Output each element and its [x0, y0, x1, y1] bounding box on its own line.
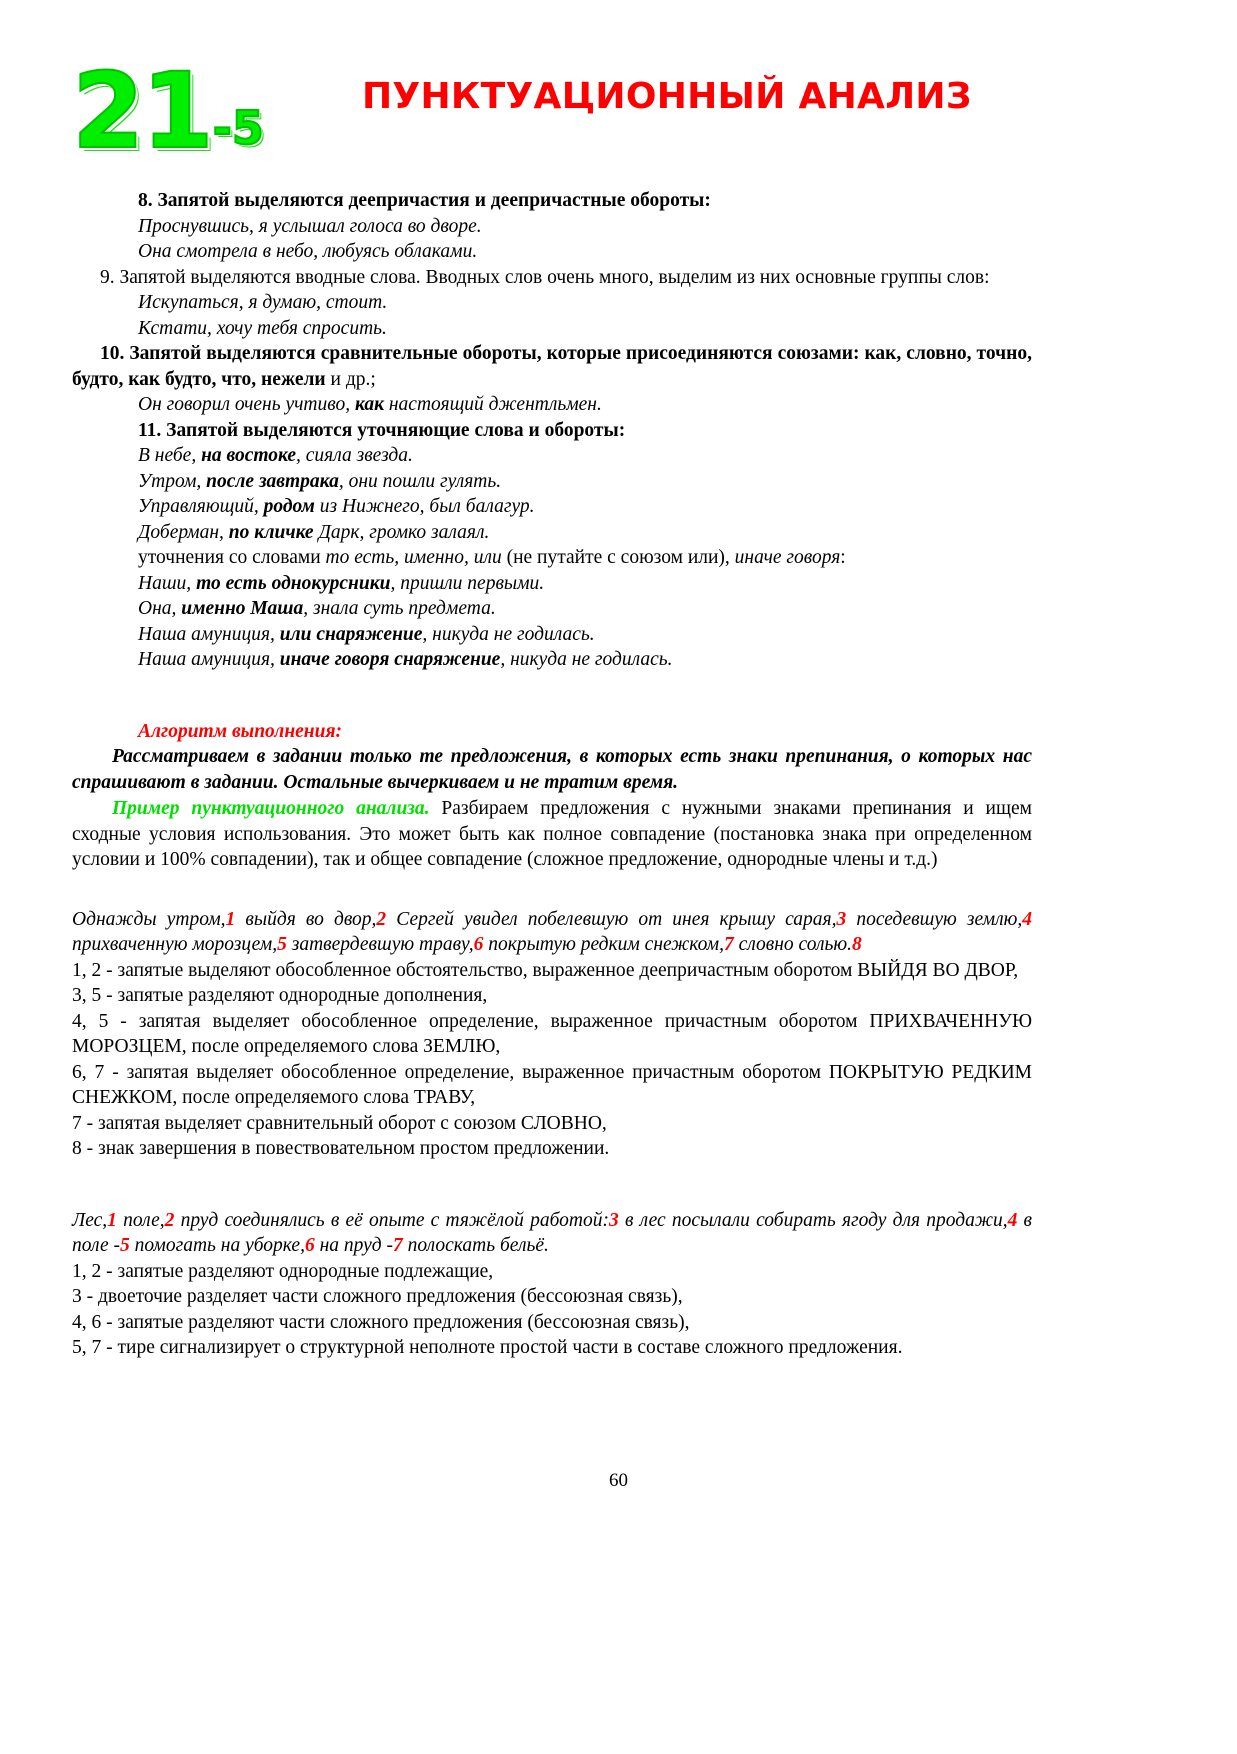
- example-1-analysis-3: 4, 5 - запятая выделяет обособленное определение, выраженное причастным оборотом ПРИХВАЧЕННУЮ МОРОЗЦЕМ, после определяемого слова ЗЕМЛЮ,: [72, 1010, 1032, 1057]
- example-2-analysis-3: 4, 6 - запятые разделяют части сложного предложения (бессоюзная связь),: [72, 1311, 690, 1333]
- rule-11-example-5-bold: то есть однокурсники: [196, 572, 391, 594]
- sentence-segment-4: Сергей увидел побелевшую от инея крышу сарая,: [386, 908, 837, 930]
- rule-11-heading: 11. Запятой выделяются уточняющие слова и обороты:: [138, 419, 626, 441]
- sentence-marker-5: 5: [120, 1235, 130, 1256]
- rule-11-example-5-after: , пришли первыми.: [390, 572, 545, 594]
- sentence-segment-2: выйдя во двор,: [235, 908, 377, 930]
- sentence-marker-4: 4: [1007, 1209, 1018, 1231]
- example-2-analysis-2: 3 - двоеточие разделяет части сложного предложения (бессоюзная связь),: [72, 1286, 683, 1307]
- document-body: [72, 188, 1032, 1361]
- rule-11-example-6-after: , знала суть предмета.: [303, 598, 496, 619]
- rule-11-example-8-after: , никуда не годилась.: [500, 649, 673, 670]
- algorithm-example-text: Разбираем предложения с нужными знаками препинания и ищем сходные условия использования. Это может быть как полное совпадение (постановка знака при определенном условии и 100% совпадении), так и общее совпадение (сложное предложение, однородные члены и т.д.): [72, 798, 1032, 870]
- rule-9-heading: 9. Запятой выделяются вводные слова. Вводных слов очень много, выделим из них основные группы слов:: [100, 266, 990, 288]
- rule-11-example-7-bold: или снаряжение: [279, 623, 423, 645]
- rule-11-example-7-after: , никуда не годилась.: [422, 623, 595, 645]
- rule-11-note-italic-2: иначе говоря: [734, 547, 841, 568]
- rule-11-example-3: [72, 494, 1032, 520]
- algorithm-example-paragraph: [72, 796, 1032, 873]
- lesson-sub-number: -5: [212, 100, 264, 155]
- rule-11-example-4-bold: по кличке: [228, 521, 314, 543]
- example-1-sentence: [72, 907, 1032, 958]
- example-1-analysis-2: 3, 5 - запятые разделяют однородные дополнения,: [72, 985, 488, 1006]
- rule-11-note-plain-1: уточнения со словами: [138, 547, 326, 568]
- algorithm-body: Рассматриваем в задании только те предложения, в которых есть знаки препинания, о которых нас спрашивают в задании. Остальные вычеркиваем и не тратим время.: [72, 746, 1032, 793]
- rule-8-example-2: Она смотрела в небо, любуясь облаками.: [138, 241, 478, 262]
- rule-11-example-2-bold: после завтрака: [206, 470, 339, 492]
- sentence-marker-1: 1: [225, 908, 236, 930]
- example-2-analysis-4: 5, 7 - тире сигнализирует о структурной неполноте простой части в составе сложного предложения.: [72, 1337, 903, 1358]
- sentence-marker-2: 2: [376, 908, 387, 930]
- sentence-segment-8: прихваченную морозцем,: [72, 934, 278, 955]
- example-2-analysis-1: 1, 2 - запятые разделяют однородные подлежащие,: [72, 1260, 494, 1282]
- rule-11-example-1-before: В небе,: [138, 445, 202, 466]
- rule-9-example-1: Искупаться, я думаю, стоит.: [138, 292, 388, 313]
- rule-11-note-plain-2: (не путайте с союзом или),: [501, 547, 735, 568]
- example-1-analysis-1: 1, 2 - запятые выделяют обособленное обстоятельство, выраженное деепричастным оборотом ВЫЙДЯ ВО ДВОР,: [72, 959, 1019, 981]
- sentence-marker-8: 8: [851, 934, 862, 955]
- sentence-segment-12: на пруд -: [314, 1235, 393, 1256]
- example-1-analysis-5: 7 - запятая выделяет сравнительный оборот с союзом СЛОВНО,: [72, 1112, 607, 1134]
- sentence-segment-12: покрытую редким снежком,: [483, 934, 725, 955]
- rule-10-example-1-before: Он говорил очень учтиво,: [138, 394, 355, 415]
- rule-11-example-7: [72, 622, 1032, 648]
- sentence-segment-14: полоскать бельё.: [402, 1235, 549, 1256]
- section-spacer-3: [72, 1162, 1032, 1208]
- sentence-segment-0: Однажды утром,: [72, 908, 226, 930]
- page-header: [0, 0, 1237, 178]
- sentence-segment-14: словно солью.: [733, 934, 852, 955]
- section-spacer-2: [72, 873, 1032, 907]
- sentence-marker-3: 3: [836, 908, 847, 930]
- example-1-analysis-4: 6, 7 - запятая выделяет обособленное определение, выраженное причастным оборотом ПОКРЫТУЮ РЕДКИМ СНЕЖКОМ, после определяемого слова ТРАВУ,: [72, 1061, 1032, 1108]
- sentence-marker-2: 2: [164, 1209, 175, 1231]
- rule-11-example-1-bold: на востоке: [201, 445, 297, 466]
- section-spacer-1: [72, 673, 1032, 719]
- rule-9-example-2: Кстати, хочу тебя спросить.: [138, 317, 387, 339]
- rule-11-example-4-after: Дарк, громко залаял.: [313, 521, 490, 543]
- rule-11-example-3-bold: родом: [263, 496, 315, 517]
- sentence-segment-8: в поле -: [72, 1209, 1032, 1256]
- lesson-number: 21: [72, 50, 211, 172]
- sentence-segment-4: пруд соединялись в её опыте с тяжёлой работой:: [174, 1209, 609, 1231]
- rule-11-example-1-after: , сияла звезда.: [296, 445, 413, 466]
- rule-11-example-3-after: из Нижнего, был балагур.: [314, 496, 535, 517]
- example-1-analysis-6: 8 - знак завершения в повествовательном простом предложении.: [72, 1138, 610, 1159]
- rule-11-example-4-before: Доберман,: [138, 521, 229, 543]
- rule-11-example-2-after: , они пошли гулять.: [338, 470, 502, 492]
- sentence-segment-6: в лес посылали собирать ягоду для продажи,: [618, 1209, 1008, 1231]
- sentence-marker-7: 7: [392, 1235, 403, 1256]
- algorithm-example-heading: Пример пунктуационного анализа.: [112, 798, 430, 819]
- page-number: 60: [609, 1470, 628, 1491]
- rule-11-example-3-before: Управляющий,: [138, 496, 264, 517]
- rule-11-example-2-before: Утром,: [138, 470, 207, 492]
- rule-11-note: [72, 545, 1032, 571]
- rule-11-note-italic-1: то есть, именно, или: [325, 547, 502, 568]
- rule-10-example-1: [72, 392, 1032, 418]
- rule-8-example-1: Проснувшись, я услышал голоса во дворе.: [138, 215, 482, 237]
- sentence-marker-7: 7: [724, 934, 734, 955]
- rule-11-example-8-before: Наша амуниция,: [138, 649, 280, 670]
- rule-11-example-5-before: Наши,: [138, 572, 197, 594]
- rule-10-heading-bold: 10. Запятой выделяются сравнительные обороты, которые присоединяются союзами: как, словно, точно, будто, как будто, что, нежели: [72, 343, 1032, 390]
- rule-11-example-6-bold: именно Маша: [181, 598, 304, 619]
- sentence-segment-6: поседевшую землю,: [846, 908, 1023, 930]
- rule-11-example-5: [72, 571, 1032, 597]
- sentence-segment-2: поле,: [116, 1209, 165, 1231]
- lesson-badge: [72, 50, 264, 172]
- rule-11-example-7-before: Наша амуниция,: [138, 623, 280, 645]
- example-2-sentence: [72, 1208, 1032, 1259]
- sentence-marker-6: 6: [473, 934, 484, 955]
- rule-11-example-1: [72, 443, 1032, 469]
- rule-11-example-6-before: Она,: [138, 598, 182, 619]
- sentence-marker-1: 1: [107, 1209, 117, 1231]
- rule-11-example-8: [72, 647, 1032, 673]
- rule-10-example-1-bold: как: [354, 394, 384, 415]
- rule-11-example-4: [72, 520, 1032, 546]
- sentence-marker-3: 3: [609, 1209, 619, 1231]
- rule-10-heading-tail: и др.;: [325, 368, 376, 390]
- rule-10-heading: [72, 341, 1032, 392]
- rule-11-example-6: [72, 596, 1032, 622]
- rule-10-example-1-after: настоящий джентльмен.: [383, 394, 602, 415]
- sentence-segment-0: Лес,: [72, 1209, 108, 1231]
- sentence-marker-4: 4: [1022, 908, 1032, 930]
- sentence-segment-10: затвердевшую траву,: [286, 934, 474, 955]
- sentence-segment-10: помогать на уборке,: [129, 1235, 305, 1256]
- sentence-marker-5: 5: [277, 934, 287, 955]
- rule-11-example-8-bold: иначе говоря снаряжение: [279, 649, 501, 670]
- rule-11-note-plain-3: :: [840, 547, 846, 568]
- page-title: ПУНКТУАЦИОННЫЙ АНАЛИЗ: [362, 76, 972, 117]
- rule-8-heading: 8. Запятой выделяются деепричастия и деепричастные обороты:: [138, 190, 711, 211]
- algorithm-title: Алгоритм выполнения:: [138, 720, 343, 742]
- rule-11-example-2: [72, 469, 1032, 495]
- sentence-marker-6: 6: [304, 1235, 315, 1256]
